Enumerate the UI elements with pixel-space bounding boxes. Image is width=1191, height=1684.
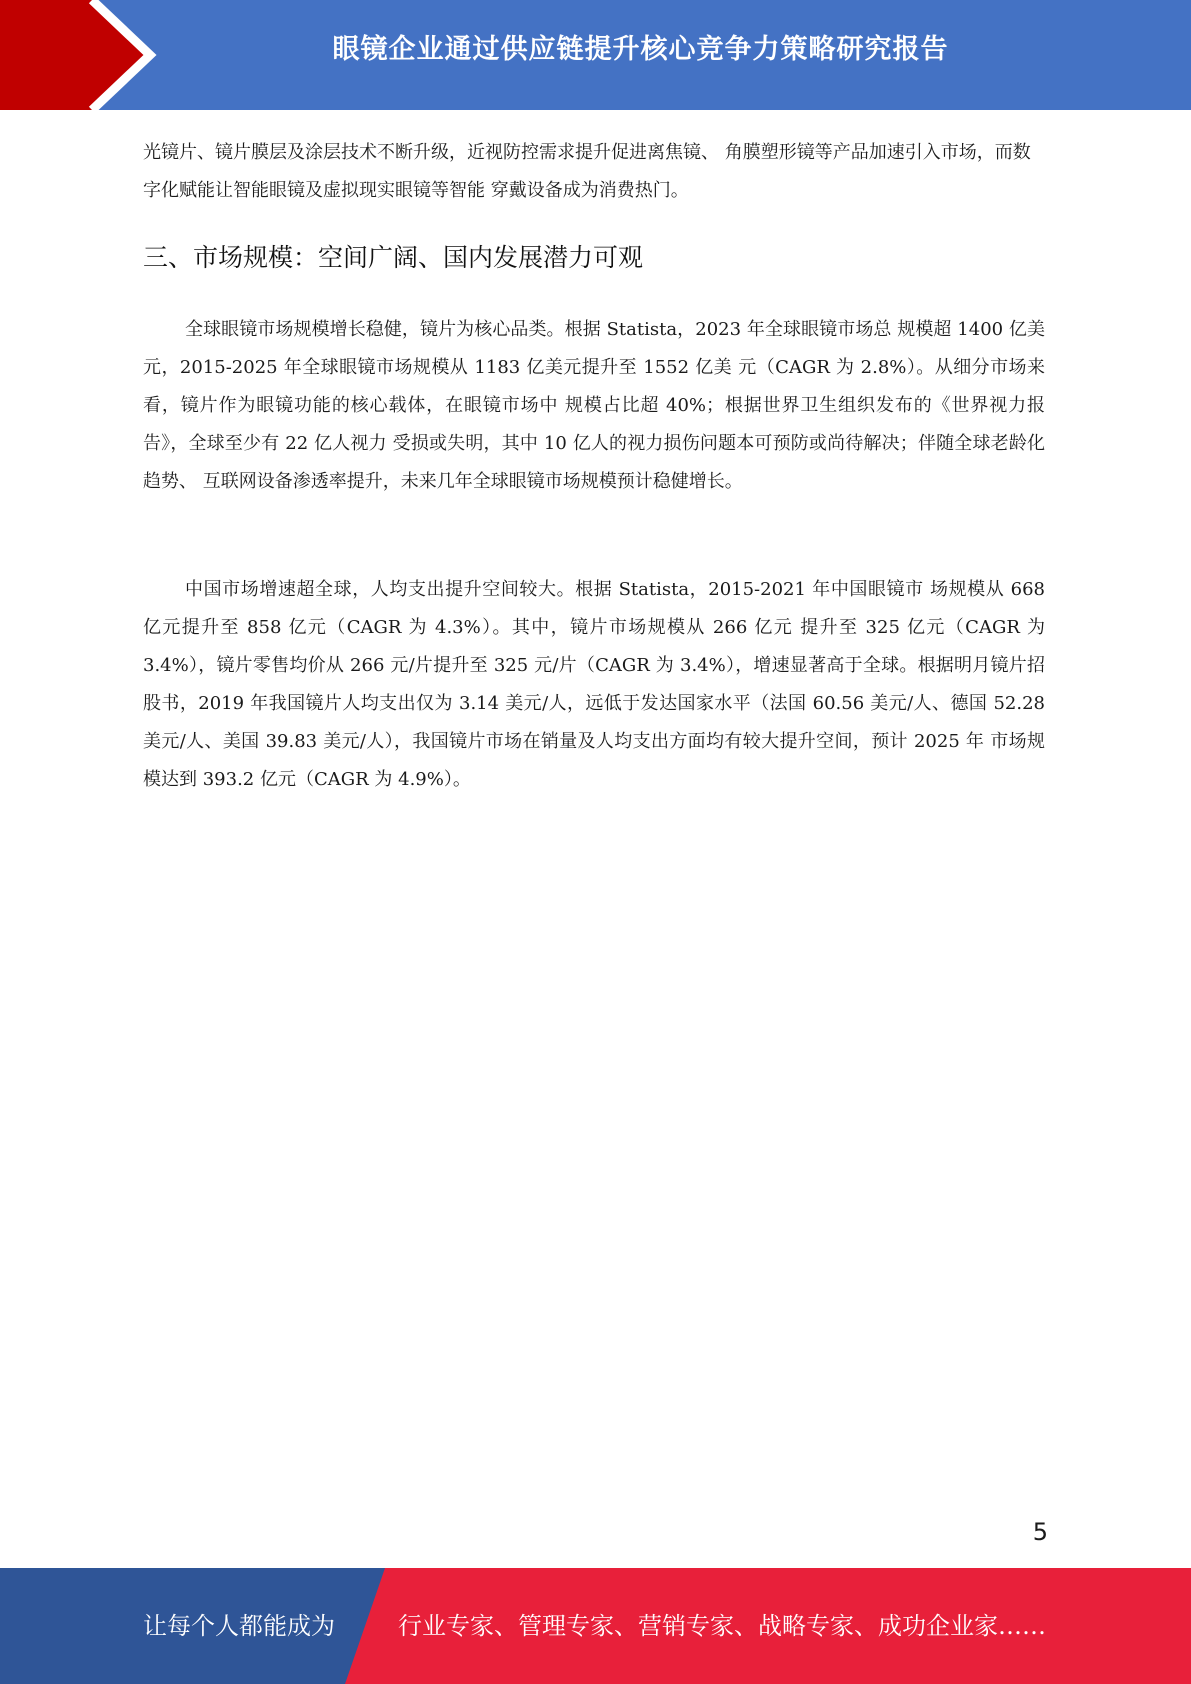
report-title: 眼镜企业通过供应链提升核心竞争力策略研究报告 — [332, 34, 949, 65]
body-paragraph-global-market: 全球眼镜市场规模增长稳健，镜片为核心品类。根据 Statista，2023 年全球眼镜市场总 规模超 1400 亿美元，2015-2025 年全球眼镜市场规模从 1183 亿美元提升至 1552 亿美 元（CAGR 为 2.8%）。从细分市场来看，镜片作为眼镜功能的核心载体，在眼镜市场中 规模占比超 40%；根据世界卫生组织发布的《世界视力报告》，全球至少有 22 亿人视力 受损或失明，其中 10 亿人的视力损伤问题本可预防或尚待解决；伴随全球老龄化趋势、 互联网设备渗透率提升，未来几年全球眼镜市场规模预计稳健增长。 — [143, 319, 1045, 492]
header-banner — [0, 0, 1191, 110]
page-number: 5 — [1032, 1518, 1048, 1546]
intro-paragraph: 光镜片、镜片膜层及涂层技术不断升级，近视防控需求提升促进离焦镜、 角膜塑形镜等产品加速引入市场，而数字化赋能让智能眼镜及虚拟现实眼镜等智能 穿戴设备成为消费热门。 — [143, 142, 1031, 201]
footer-banner — [0, 1568, 1191, 1684]
section-title: 三、市场规模：空间广阔、国内发展潜力可观 — [143, 243, 644, 272]
header-red-arrow — [0, 0, 150, 110]
footer-slogan-right: 行业专家、管理专家、营销专家、战略专家、成功企业家…… — [398, 1612, 1046, 1640]
footer-slogan-left: 让每个人都能成为 — [143, 1612, 335, 1640]
body-paragraph-china-market: 中国市场增速超全球，人均支出提升空间较大。根据 Statista，2015-2021 年中国眼镜市 场规模从 668 亿元提升至 858 亿元（CAGR 为 4.3%）。其中，镜片市场规模从 266 亿元 提升至 325 亿元（CAGR 为 3.4%），镜片零售均价从 266 元/片提升至 325 元/片（CAGR 为 3.4%），增速显著高于全球。根据明月镜片招股书，2019 年我国镜片人均支出仅为 3.14 美元/人，远低于发达国家水平（法国 60.56 美元/人、德国 52.28 美元/人、美国 39.83 美元/人），我国镜片市场在销量及人均支出方面均有较大提升空间，预计 2025 年 市场规模达到 393.2 亿元（CAGR 为 4.9%）。 — [143, 579, 1045, 790]
